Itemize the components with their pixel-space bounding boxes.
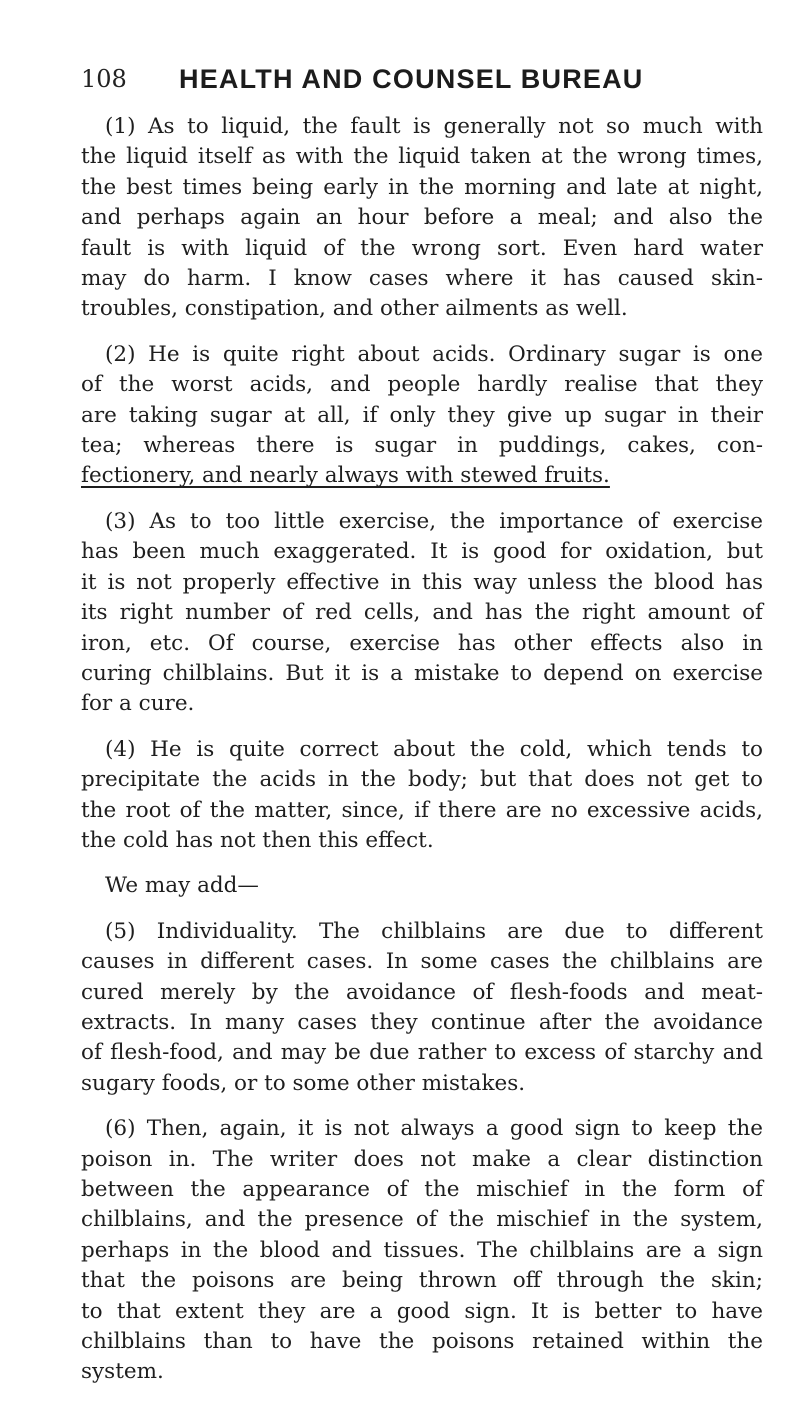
text-line: fault is with liquid of the wrong sort. Even hard water xyxy=(81,235,763,261)
text-line: system. xyxy=(81,1359,164,1385)
text-line: cured merely by the avoidance of flesh-foods and meat- xyxy=(81,979,763,1005)
text-line: sugary foods, or to some other mistakes. xyxy=(81,1070,526,1096)
text-line: its right number of red cells, and has the right amount of xyxy=(81,600,763,626)
text-line: has been much exaggerated. It is good for oxidation, but xyxy=(81,539,763,565)
page-number: 108 xyxy=(81,65,127,93)
text-line: precipitate the acids in the body; but that does not get to xyxy=(81,767,763,793)
text-line: to that extent they are a good sign. It is better to have xyxy=(81,1298,763,1324)
text-line: (6) Then, again, it is not always a good sign to keep the xyxy=(105,1116,763,1142)
text-line: chilblains than to have the poisons retained within the xyxy=(81,1329,763,1355)
text-line: the liquid itself as with the liquid taken at the wrong times, xyxy=(81,144,763,170)
text-line: poison in. The writer does not make a clear distinction xyxy=(81,1146,763,1172)
text-line: (4) He is quite correct about the cold, which tends to xyxy=(105,736,763,762)
text-line: it is not properly effective in this way unless the blood has xyxy=(81,569,763,595)
text-line: (3) As to too little exercise, the importance of exercise xyxy=(105,508,763,534)
running-head xyxy=(81,62,761,96)
text-line: causes in different cases. In some cases the chilblains are xyxy=(81,949,763,975)
text-line: We may add— xyxy=(105,873,259,899)
text-line: for a cure. xyxy=(81,691,195,717)
body-text xyxy=(81,112,763,1403)
text-line: chilblains, and the presence of the mischief in the system, xyxy=(81,1207,763,1233)
paragraph-poison xyxy=(81,1114,763,1388)
paragraph-acids xyxy=(81,340,763,492)
text-line: the best times being early in the morning and late at night, xyxy=(81,174,763,200)
text-line-underlined: fectionery, and nearly always with stewed fruits. xyxy=(81,463,610,489)
text-line: are taking sugar at all, if only they give up sugar in their xyxy=(81,402,763,428)
paragraph-liquid xyxy=(81,112,763,325)
text-line: tea; whereas there is sugar in puddings, cakes, con- xyxy=(81,433,763,459)
text-line: curing chilblains. But it is a mistake to depend on exercise xyxy=(81,660,763,686)
paragraph-we-may-add xyxy=(81,871,763,901)
text-line: that the poisons are being thrown off through the skin; xyxy=(81,1268,763,1294)
text-line: the cold has not then this effect. xyxy=(81,827,434,853)
paragraph-cold xyxy=(81,735,763,857)
text-line: extracts. In many cases they continue after the avoidance xyxy=(81,1009,763,1035)
text-line: troubles, constipation, and other ailments as well. xyxy=(81,296,628,322)
running-title: HEALTH AND COUNSEL BUREAU xyxy=(179,64,644,94)
paragraph-exercise xyxy=(81,507,763,720)
text-line: iron, etc. Of course, exercise has other effects also in xyxy=(81,630,763,656)
paragraph-individuality xyxy=(81,917,763,1099)
text-line: between the appearance of the mischief in the form of xyxy=(81,1177,763,1202)
text-line: the root of the matter, since, if there are no excessive acids, xyxy=(81,797,763,823)
text-line: (1) As to liquid, the fault is generally not so much with xyxy=(105,114,763,139)
text-line: perhaps in the blood and tissues. The chilblains are a sign xyxy=(81,1237,763,1263)
text-line: and perhaps again an hour before a meal; and also the xyxy=(81,205,763,231)
text-line: (2) He is quite right about acids. Ordinary sugar is one xyxy=(105,341,763,367)
text-line: (5) Individuality. The chilblains are due to different xyxy=(105,918,763,944)
text-line: of the worst acids, and people hardly realise that they xyxy=(81,372,763,398)
text-line: of flesh-food, and may be due rather to excess of starchy and xyxy=(81,1040,763,1066)
text-line: may do harm. I know cases where it has caused skin- xyxy=(81,266,763,292)
